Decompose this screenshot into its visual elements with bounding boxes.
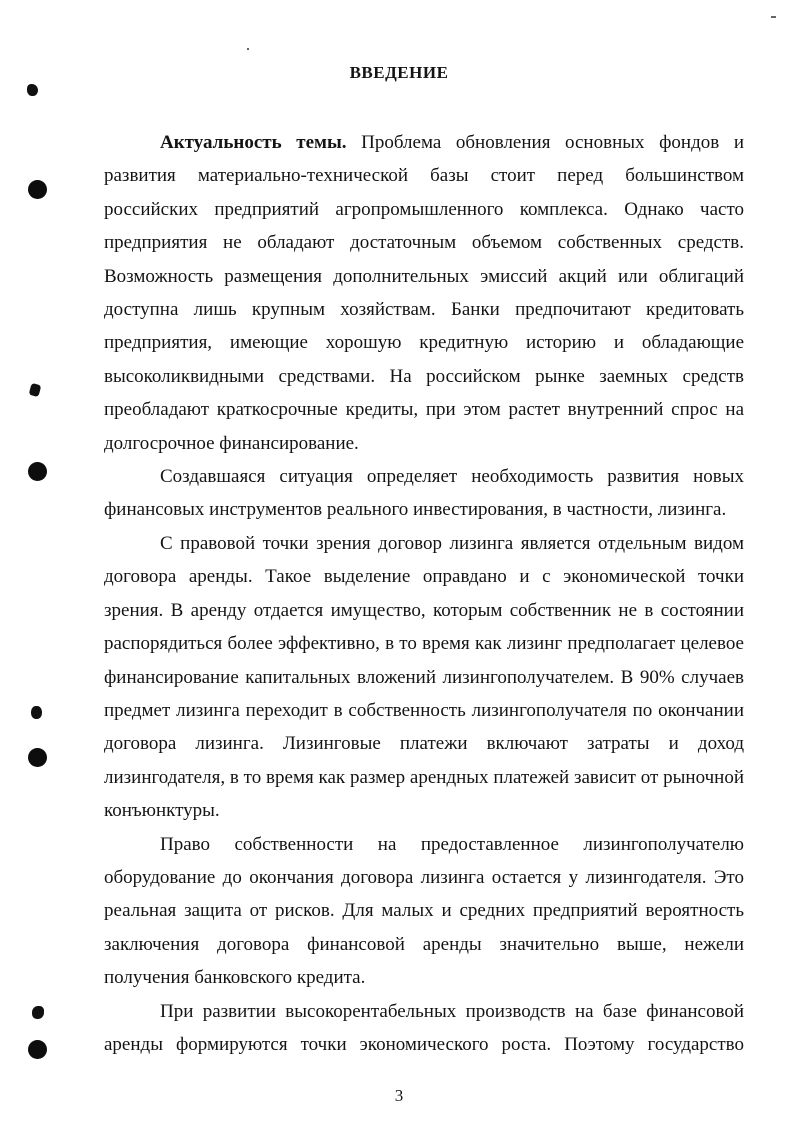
paragraph-text: При развитии высокорентабельных производств на базе финансовой аренды формируются точки экономического роста. Поэтому государство bbox=[104, 1000, 744, 1055]
paragraph bbox=[104, 828, 744, 995]
scan-mark bbox=[29, 383, 42, 397]
section-title: ВВЕДЕНИЕ bbox=[349, 63, 449, 82]
scan-speck bbox=[247, 48, 249, 50]
paragraph bbox=[104, 995, 744, 1062]
paragraph-lead: Актуальность темы. bbox=[160, 132, 347, 153]
paragraph bbox=[104, 527, 744, 828]
binder-hole bbox=[28, 462, 47, 481]
page-number: 3 bbox=[394, 1086, 404, 1105]
paragraph-text: Создавшаяся ситуация определяет необходимость развития новых финансовых инструментов реального инвестирования, в частности, лизинга. bbox=[104, 466, 744, 521]
paragraph-text: Проблема обновления основных фондов и развития материально-технической базы стоит перед большинством российских предприятий агропромышленного комплекса. Однако часто предприятия не обладают достаточным объемом собственных средств. Возможность размещения дополнительных эмиссий акций или облигаций доступна лишь крупным хозяйствам. Банки предпочитают кредитовать предприятия, имеющие хорошую кредитную историю и обладающие высоколиквидными средствами. На российском рынке заемных средств преобладают краткосрочные кредиты, при этом растет внутренний спрос на долгосрочное финансирование. bbox=[104, 132, 744, 454]
scan-mark bbox=[27, 84, 38, 96]
scan-speck bbox=[771, 16, 776, 18]
binder-hole bbox=[28, 180, 47, 199]
paragraph bbox=[104, 460, 744, 527]
scan-mark bbox=[32, 1006, 44, 1019]
paragraph bbox=[104, 126, 744, 460]
binder-hole bbox=[28, 748, 47, 767]
body-text bbox=[104, 126, 744, 1061]
binder-hole bbox=[28, 1040, 47, 1059]
scan-mark bbox=[31, 706, 42, 719]
paragraph-text: Право собственности на предоставленное лизингополучателю оборудование до окончания договора лизинга остается у лизингодателя. Это реальная защита от рисков. Для малых и средних предприятий вероятность заключения договора финансовой аренды значительно выше, нежели получения банковского кредита. bbox=[104, 833, 744, 989]
paragraph-text: С правовой точки зрения договор лизинга является отдельным видом договора аренды. Такое выделение оправдано и с экономической точки зрения. В аренду отдается имущество, которым собственник не в состоянии распорядиться более эффективно, в то время как лизинг предполагает целевое финансирование капитальных вложений лизингополучателем. В 90% случаев предмет лизинга переходит в собственность лизингополучателя по окончании договора лизинга. Лизинговые платежи включают затраты и доход лизингодателя, в то время как размер арендных платежей зависит от рыночной конъюнктуры. bbox=[104, 532, 744, 822]
